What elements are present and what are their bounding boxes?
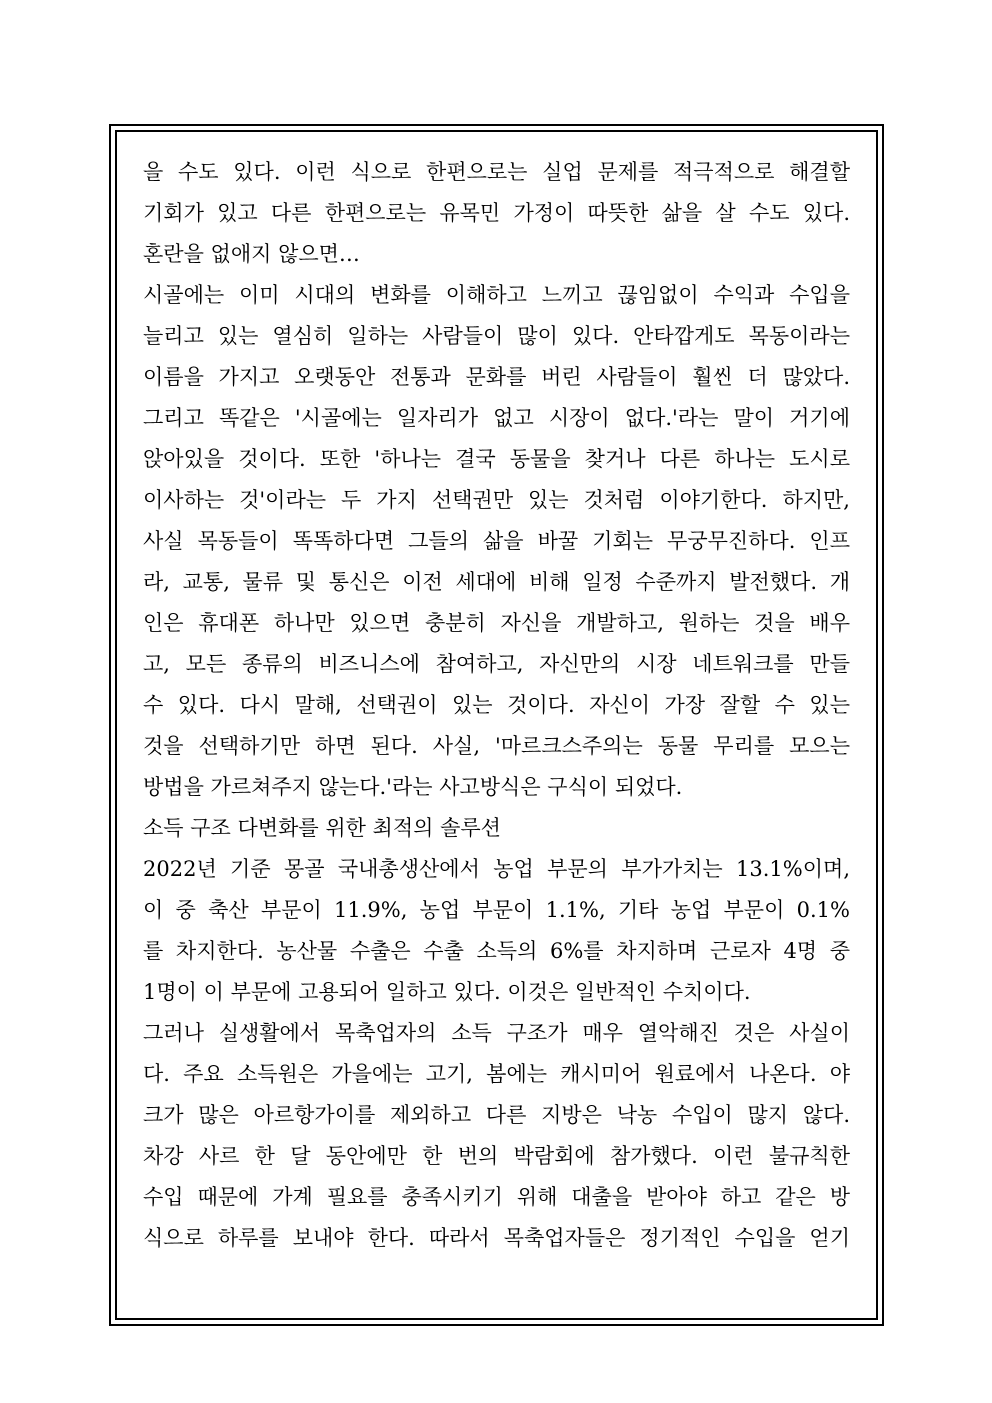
text-line: 시골에는 이미 시대의 변화를 이해하고 느끼고 끊임없이 수익과 수입을 (143, 283, 850, 307)
text-line: 다. 주요 소득원은 가을에는 고기, 봄에는 캐시미어 원료에서 나온다. 야 (143, 1062, 850, 1086)
text-line: 식으로 하루를 보내야 한다. 따라서 목축업자들은 정기적인 수입을 얻기 (143, 1226, 850, 1250)
text-line: 을 수도 있다. 이런 식으로 한편으로는 실업 문제를 적극적으로 해결할 (143, 160, 850, 184)
text-line: 그러나 실생활에서 목축업자의 소득 구조가 매우 열악해진 것은 사실이 (143, 1021, 850, 1045)
text-line: 고, 모든 종류의 비즈니스에 참여하고, 자신만의 시장 네트워크를 만들 (143, 652, 850, 676)
text-line: 기회가 있고 다른 한편으로는 유목민 가정이 따뜻한 삶을 살 수도 있다. (143, 201, 850, 225)
text-line: 수입 때문에 가계 필요를 충족시키기 위해 대출을 받아야 하고 같은 방 (143, 1185, 850, 1209)
text-line: 이 중 축산 부문이 11.9%, 농업 부문이 1.1%, 기타 농업 부문이 0.1% (143, 898, 850, 922)
text-line: 방법을 가르쳐주지 않는다.'라는 사고방식은 구식이 되었다. (143, 775, 683, 799)
text-line: 앉아있을 것이다. 또한 '하나는 결국 동물을 찾거나 다른 하나는 도시로 (143, 447, 850, 471)
text-line: 이사하는 것'이라는 두 가지 선택권만 있는 것처럼 이야기한다. 하지만, (143, 488, 850, 512)
text-line: 크가 많은 아르항가이를 제외하고 다른 지방은 낙농 수입이 많지 않다. (143, 1103, 850, 1127)
text-line: 수 있다. 다시 말해, 선택권이 있는 것이다. 자신이 가장 잘할 수 있는 (143, 693, 850, 717)
text-line: 이름을 가지고 오랫동안 전통과 문화를 버린 사람들이 훨씬 더 많았다. (143, 365, 850, 389)
text-line: 라, 교통, 물류 및 통신은 이전 세대에 비해 일정 수준까지 발전했다. 개 (143, 570, 850, 594)
text-line: 것을 선택하기만 하면 된다. 사실, '마르크스주의는 동물 무리를 모으는 (143, 734, 850, 758)
text-line: 1명이 이 부문에 고용되어 일하고 있다. 이것은 일반적인 수치이다. (143, 980, 751, 1004)
text-line: 늘리고 있는 열심히 일하는 사람들이 많이 있다. 안타깝게도 목동이라는 (143, 324, 850, 348)
text-line: 사실 목동들이 똑똑하다면 그들의 삶을 바꿀 기회는 무궁무진하다. 인프 (143, 529, 850, 553)
text-line: 2022년 기준 몽골 국내총생산에서 농업 부문의 부가가치는 13.1%이며, (143, 857, 850, 881)
text-line: 를 차지한다. 농산물 수출은 수출 소득의 6%를 차지하며 근로자 4명 중 (143, 939, 850, 963)
text-line: 소득 구조 다변화를 위한 최적의 솔루션 (143, 816, 501, 840)
text-line: 그리고 똑같은 '시골에는 일자리가 없고 시장이 없다.'라는 말이 거기에 (143, 406, 850, 430)
document-body (143, 152, 850, 1259)
text-line: 차강 사르 한 달 동안에만 한 번의 박람회에 참가했다. 이런 불규칙한 (143, 1144, 850, 1168)
text-line: 인은 휴대폰 하나만 있으면 충분히 자신을 개발하고, 원하는 것을 배우 (143, 611, 850, 635)
text-line: 혼란을 없애지 않으면… (143, 242, 360, 266)
